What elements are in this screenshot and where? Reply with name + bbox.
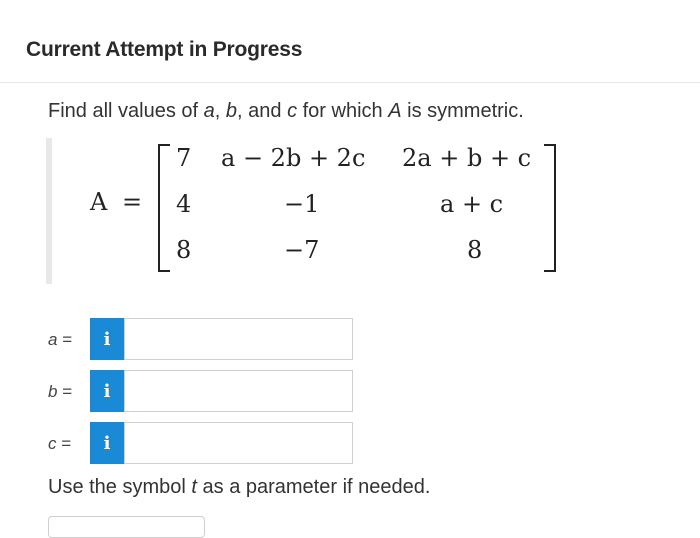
answer-label-a: [48, 330, 72, 350]
answer-var-b: b: [48, 382, 58, 401]
hint-prefix: Use the symbol: [48, 476, 192, 498]
question-sep2: , and: [237, 100, 288, 122]
matrix-bracket-left: [158, 144, 170, 272]
info-icon: i: [103, 328, 111, 350]
matrix-equals: =: [122, 188, 143, 216]
matrix-cell-r1c2: a − 2b + 2c: [221, 144, 366, 172]
title-divider: [0, 82, 700, 83]
info-button-b[interactable]: [90, 370, 124, 412]
partial-box[interactable]: [48, 516, 205, 538]
question-var-b: b: [225, 100, 238, 122]
page-title: Current Attempt in Progress: [26, 38, 303, 61]
parameter-hint: [48, 476, 430, 499]
answer-var-a: a: [48, 330, 58, 349]
answer-label-b: [48, 382, 72, 402]
answer-eq-a: =: [57, 330, 73, 349]
quote-bar: [46, 138, 52, 284]
matrix-cell-r3c1: 8: [176, 236, 192, 264]
matrix-bracket-right: [544, 144, 556, 272]
info-button-c[interactable]: [90, 422, 124, 464]
answer-eq-b: =: [57, 382, 73, 401]
question-var-c: c: [287, 100, 298, 122]
question-var-A: A: [388, 100, 402, 122]
info-icon: i: [103, 432, 111, 454]
matrix-block: [46, 138, 606, 286]
answer-input-b[interactable]: [124, 370, 353, 412]
info-icon: i: [103, 380, 111, 402]
answer-input-c[interactable]: [124, 422, 353, 464]
matrix-cell-r1c1: 7: [176, 144, 192, 172]
matrix-cell-r2c1: 4: [176, 190, 192, 218]
hint-var: t: [191, 476, 197, 498]
matrix-name: A: [90, 188, 108, 216]
answer-var-c: c: [48, 434, 57, 453]
matrix-cell-r3c3: 8: [467, 236, 483, 264]
question-prefix: Find all values of: [48, 100, 204, 122]
matrix-cell-r2c3: a + c: [440, 190, 504, 218]
hint-suffix: as a parameter if needed.: [196, 476, 431, 498]
answer-input-a[interactable]: [124, 318, 353, 360]
question-suffix: is symmetric.: [401, 100, 524, 122]
question-sep1: ,: [214, 100, 226, 122]
matrix-cell-r2c2: −1: [284, 190, 320, 218]
question-middle: for which: [297, 100, 389, 122]
answer-label-c: [48, 434, 71, 454]
question-text: [48, 100, 524, 123]
matrix-cell-r3c2: −7: [284, 236, 320, 264]
answer-eq-c: =: [56, 434, 72, 453]
info-button-a[interactable]: [90, 318, 124, 360]
matrix-cell-r1c3: 2a + b + c: [402, 144, 532, 172]
question-var-a: a: [203, 100, 215, 122]
